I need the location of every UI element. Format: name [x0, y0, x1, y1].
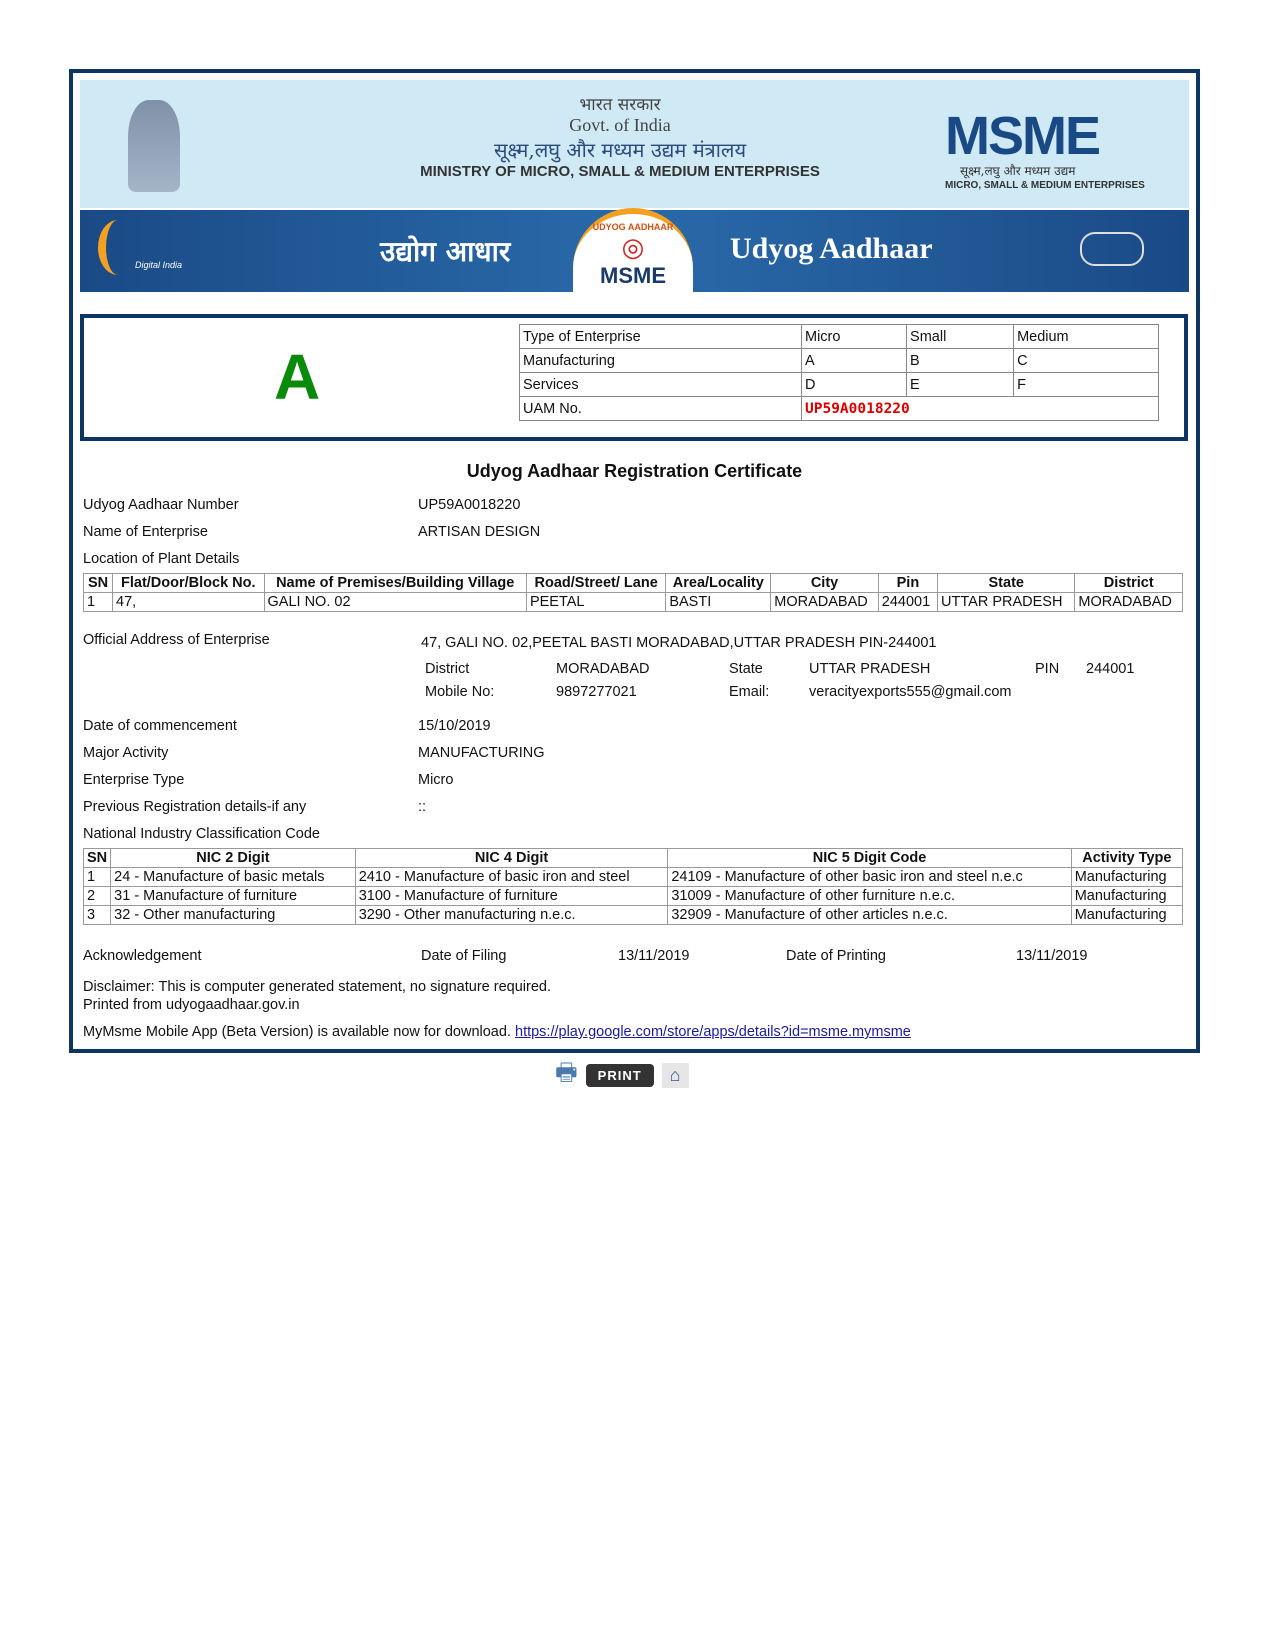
column-header: NIC 5 Digit Code — [668, 849, 1071, 868]
printer-icon[interactable]: 🖶 — [555, 1059, 578, 1086]
table-cell: 1 — [84, 868, 111, 887]
table-cell: 24 - Manufacture of basic metals — [111, 868, 356, 887]
mobile-number: 9897277021 — [556, 684, 637, 700]
column-header: State — [938, 574, 1075, 593]
column-header: Road/Street/ Lane — [526, 574, 665, 593]
column-header: Activity Type — [1071, 849, 1182, 868]
table-row — [84, 906, 1183, 925]
national-emblem-icon — [128, 100, 180, 192]
msme-sub: MICRO, SMALL & MEDIUM ENTERPRISES — [945, 180, 1145, 191]
digital-india-icon — [98, 220, 138, 275]
table-cell: BASTI — [666, 593, 771, 612]
category-letter: A — [274, 341, 321, 413]
column-header: SN — [84, 849, 111, 868]
nic-table — [83, 848, 1183, 925]
column-header: SN — [84, 574, 113, 593]
swachh-bharat-icon — [1080, 232, 1144, 266]
column-header: City — [771, 574, 879, 593]
table-cell: 3 — [84, 906, 111, 925]
table-cell: Manufacturing — [1071, 868, 1182, 887]
table-cell: 2410 - Manufacture of basic iron and steel — [355, 868, 668, 887]
home-icon[interactable]: ⌂ — [662, 1063, 689, 1088]
table-cell: 32 - Other manufacturing — [111, 906, 356, 925]
printing-date: 13/11/2019 — [1016, 948, 1088, 964]
table-cell: 32909 - Manufacture of other articles n.e.c. — [668, 906, 1071, 925]
digital-india-logo: Digital India — [135, 260, 183, 270]
table-cell: PEETAL — [526, 593, 665, 612]
certificate-title: Udyog Aadhaar Registration Certificate — [466, 461, 803, 481]
uan-value: UP59A0018220 — [418, 497, 521, 513]
app-download-link[interactable]: https://play.google.com/store/apps/details?id=msme.mymsme — [515, 1024, 911, 1040]
table-cell: Manufacturing — [1071, 906, 1182, 925]
govt-of-india: Govt. of India — [569, 115, 671, 135]
filing-date: 13/11/2019 — [618, 948, 690, 964]
column-header: Area/Locality — [666, 574, 771, 593]
table-header-row — [84, 849, 1183, 868]
column-header: Name of Premises/Building Village — [264, 574, 526, 593]
table-cell: 31 - Manufacture of furniture — [111, 887, 356, 906]
column-header: NIC 2 Digit — [111, 849, 356, 868]
ministry-banner — [80, 80, 1189, 208]
table-row — [84, 887, 1183, 906]
column-header: Flat/Door/Block No. — [113, 574, 264, 593]
table-cell: 24109 - Manufacture of other basic iron and steel n.e.c — [668, 868, 1071, 887]
ministry-name: MINISTRY OF MICRO, SMALL & MEDIUM ENTERPRISES — [420, 163, 820, 180]
table-cell: 47, — [113, 593, 264, 612]
udyog-title: Udyog Aadhaar — [730, 232, 933, 265]
official-address: 47, GALI NO. 02,PEETAL BASTI MORADABAD,UTTAR PRADESH PIN-244001 — [421, 635, 937, 651]
column-header: Pin — [878, 574, 937, 593]
udyog-aadhaar-seal: UDYOG AADHAAR ◎ MSME — [573, 208, 693, 309]
enterprise-type-table: Type of Enterprise Micro Small Medium Manufacturing A B C Services D E F UAM No. UP59A0018220 — [519, 324, 1159, 421]
hindi-govt: भारत सरकार — [579, 95, 661, 115]
table-cell: MORADABAD — [1075, 593, 1183, 612]
table-cell: UTTAR PRADESH — [938, 593, 1075, 612]
udyog-hindi: उद्योग आधार — [380, 235, 511, 268]
table-cell: MORADABAD — [771, 593, 879, 612]
email: veracityexports555@gmail.com — [809, 684, 1012, 700]
enterprise-name: ARTISAN DESIGN — [418, 524, 541, 540]
table-cell: Manufacturing — [1071, 887, 1182, 906]
table-row — [84, 593, 1183, 612]
table-cell: 3290 - Other manufacturing n.e.c. — [355, 906, 668, 925]
table-cell: 2 — [84, 887, 111, 906]
category-box — [80, 314, 1188, 441]
table-cell: 1 — [84, 593, 113, 612]
column-header: NIC 4 Digit — [355, 849, 668, 868]
table-cell: GALI NO. 02 — [264, 593, 526, 612]
column-header: District — [1075, 574, 1183, 593]
table-header-row — [84, 574, 1183, 593]
msme-hindi: सूक्ष्म,लघु और मध्यम उद्यम — [960, 164, 1076, 178]
table-cell: 3100 - Manufacture of furniture — [355, 887, 668, 906]
aadhaar-fingerprint-icon: ◎ — [621, 232, 645, 262]
plant-location-table — [83, 573, 1183, 612]
uam-number: UP59A0018220 — [802, 397, 1159, 421]
msme-logo: MSME — [945, 106, 1099, 166]
print-button[interactable]: PRINT — [586, 1064, 654, 1087]
hindi-ministry: सूक्ष्म,लघु और मध्यम उद्यम मंत्रालय — [493, 138, 747, 162]
table-cell: 31009 - Manufacture of other furniture n.e.c. — [668, 887, 1071, 906]
table-row — [84, 868, 1183, 887]
certificate-frame: भारत सरकार Govt. of India सूक्ष्म,लघु और मध्यम उद्यम मंत्रालय MINISTRY OF MICRO, SMALL & MEDIUM ENTERPRISES MSME सूक्ष्म,लघु और मध्यम उद्यम MICRO, SMALL & MEDIUM ENTERPRISES Digital India उद्योग आधार Udyog Aadhaar UDYOG AADHAAR ◎ MSME A Type of Enterprise Micro Small Medium Manufacturing A B C Services D E F UAM No. UP59A0018220 Udyog Aadhaar Registration Certificate Udyog Aadhaar Number UP59A0018220 Name of Enterprise ARTISAN DESIGN Location of Plant Details SN Flat/Door/Block No. Name of Premises/Building Village Road/Street/ Lane Area/Locality City Pin State District 1 47, GALI NO. 02 PEETAL BASTI MORADABAD 244001 UTTAR PRADESH MORADABAD Official Address of Enterprise 47, GALI NO. 02,PEETAL BASTI MORADABAD,UTTAR PRADESH PIN-244001 District MORADABAD State UTTAR PRADESH PIN 244001 Mobile No: 9897277021 Email: veracityexports555@gmail.com Date of commencement 15/10/2019 Major Activity MANUFACTURING Enterprise Type Micro Previous Registration details-if any :: National Industry Classification Code SN NIC 2 Digit NIC 4 Digit NIC 5 Digit Code Activity Type 1 24 - Manufacture of basic metals 2410 - Manufacture of basic iron and steel 24109 - Manufacture of other basic iron and steel n.e.c Manufacturing 2 31 - Manufacture of furniture 3100 - Manufacture of furniture 31009 - Manufacture of other furniture n.e.c. Manufacturing 3 32 - Other manufacturing 3290 - Other manufacturing n.e.c. 32909 - Manufacture of other articles n.e.c. Manufacturing Acknowledgement Date of Filing 13/11/2019 Date of Printing 13/11/2019 Disclaimer: This is computer generated statement, no signature required. Printed from udyogaadhaar.gov.in MyMsme Mobile App (Beta Version) is available now for download. https://play.google.com/store/apps/details?id=msme.mymsme — [69, 69, 1200, 1053]
table-cell: 244001 — [878, 593, 937, 612]
